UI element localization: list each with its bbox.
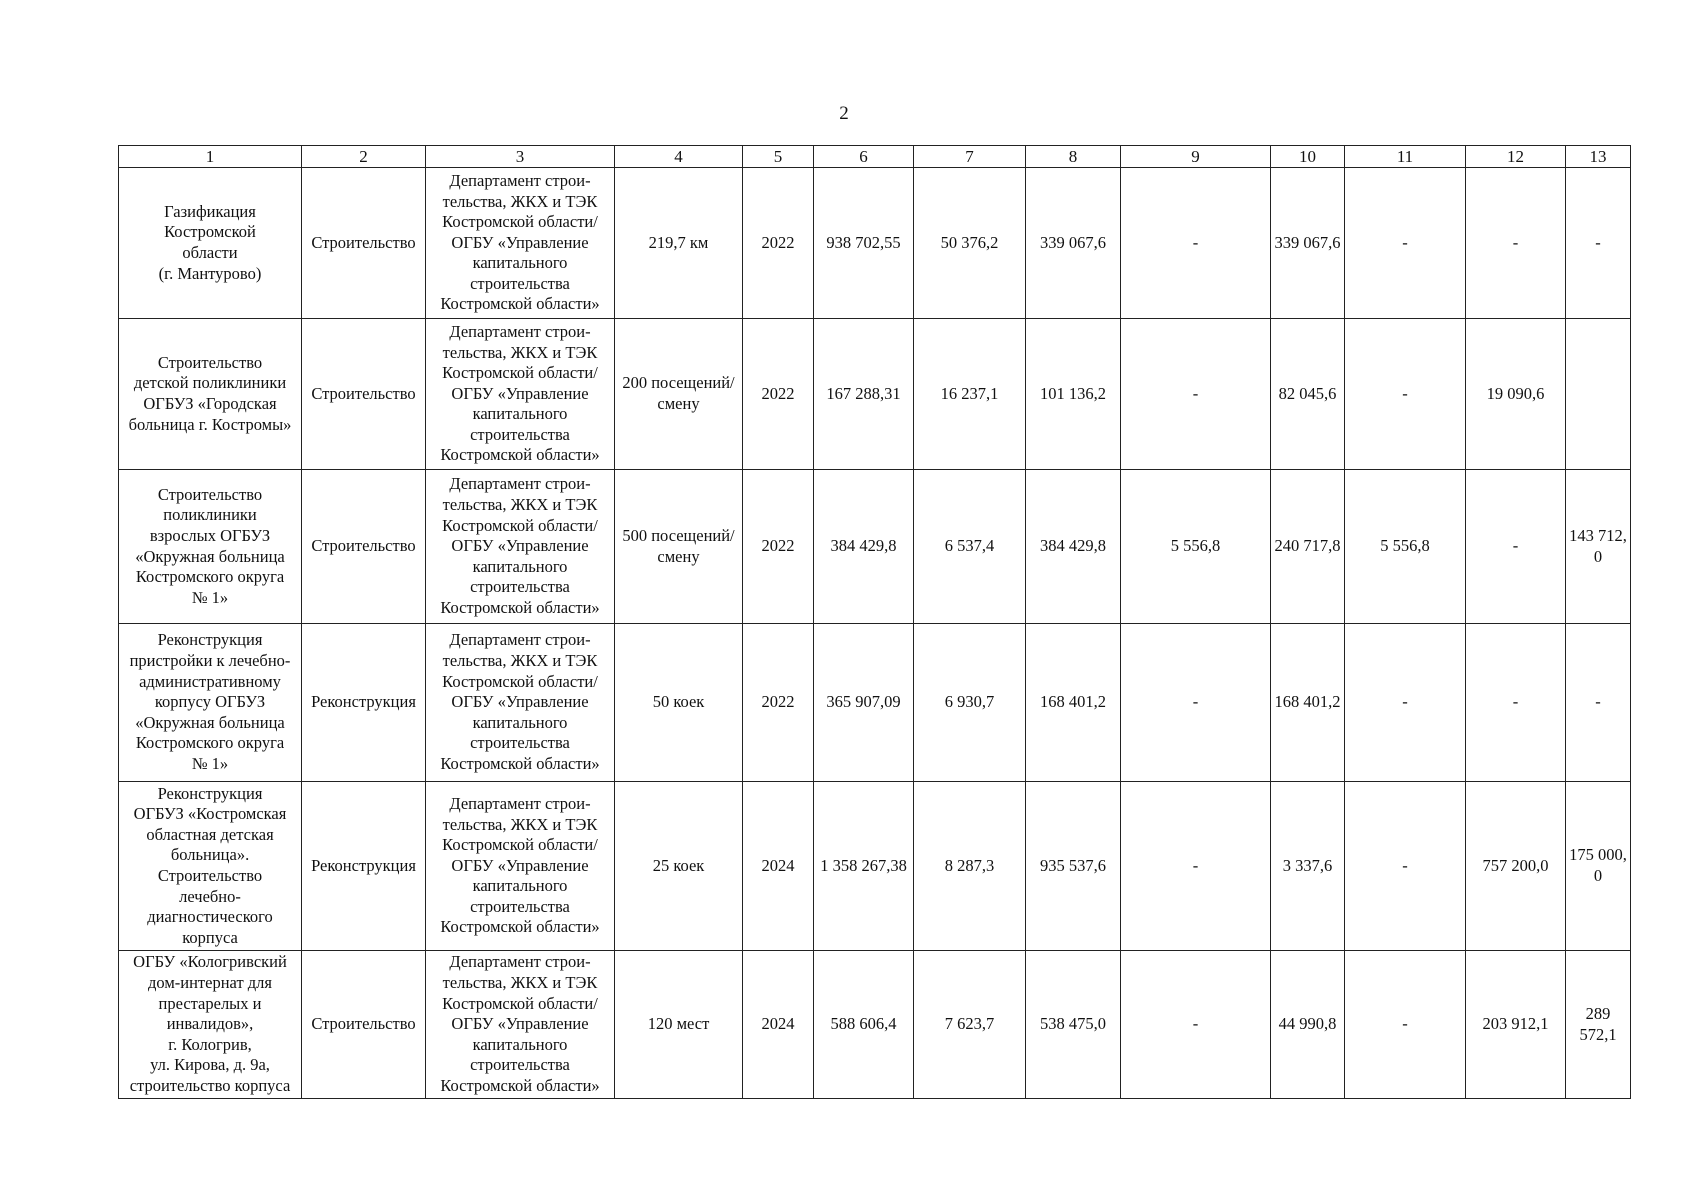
- value-cell: 339 067,6: [1026, 168, 1121, 319]
- value-cell: 588 606,4: [814, 951, 914, 1099]
- value-cell: 167 288,31: [814, 319, 914, 470]
- object-name-cell: Строительство поликлиники взрослых ОГБУЗ «Окружная больница Костромского округа № 1»: [119, 470, 302, 624]
- column-number: 6: [814, 146, 914, 168]
- value-cell: 289 572,1: [1566, 951, 1631, 1099]
- value-cell: -: [1466, 470, 1566, 624]
- column-number: 11: [1345, 146, 1466, 168]
- value-cell: 203 912,1: [1466, 951, 1566, 1099]
- table-row: [119, 319, 1631, 470]
- value-cell: 5 556,8: [1345, 470, 1466, 624]
- column-number: 2: [302, 146, 426, 168]
- customer-cell: Департамент строи- тельства, ЖКХ и ТЭК Костромской области/ ОГБУ «Управление капитального строительства Костромской области»: [426, 168, 615, 319]
- value-cell: 16 237,1: [914, 319, 1026, 470]
- value-cell: 101 136,2: [1026, 319, 1121, 470]
- capacity-cell: 25 коек: [615, 782, 743, 951]
- object-name-cell: Реконструкция пристройки к лечебно- административному корпусу ОГБУЗ «Окружная больница Костромского округа № 1»: [119, 624, 302, 782]
- year-cell: 2024: [743, 951, 814, 1099]
- value-cell: -: [1121, 782, 1271, 951]
- column-number: 13: [1566, 146, 1631, 168]
- value-cell: 384 429,8: [814, 470, 914, 624]
- work-type-cell: Строительство: [302, 168, 426, 319]
- object-name-cell: Реконструкция ОГБУЗ «Костромская областная детская больница». Строительство лечебно- диагностического корпуса: [119, 782, 302, 951]
- value-cell: 538 475,0: [1026, 951, 1121, 1099]
- capacity-cell: 120 мест: [615, 951, 743, 1099]
- value-cell: -: [1121, 168, 1271, 319]
- table-row: [119, 782, 1631, 951]
- value-cell: 240 717,8: [1271, 470, 1345, 624]
- value-cell: 339 067,6: [1271, 168, 1345, 319]
- column-number: 5: [743, 146, 814, 168]
- table-row: [119, 951, 1631, 1099]
- value-cell: -: [1345, 951, 1466, 1099]
- work-type-cell: Реконструкция: [302, 624, 426, 782]
- customer-cell: Департамент строи- тельства, ЖКХ и ТЭК Костромской области/ ОГБУ «Управление капитального строительства Костромской области»: [426, 782, 615, 951]
- customer-cell: Департамент строи- тельства, ЖКХ и ТЭК Костромской области/ ОГБУ «Управление капитального строительства Костромской области»: [426, 319, 615, 470]
- investment-objects-table: [118, 145, 1631, 1099]
- page-number: 2: [839, 103, 849, 124]
- capacity-cell: 219,7 км: [615, 168, 743, 319]
- capacity-cell: 500 посещений/ смену: [615, 470, 743, 624]
- year-cell: 2022: [743, 319, 814, 470]
- year-cell: 2024: [743, 782, 814, 951]
- value-cell: -: [1566, 624, 1631, 782]
- value-cell: 82 045,6: [1271, 319, 1345, 470]
- value-cell: -: [1345, 319, 1466, 470]
- value-cell: -: [1345, 168, 1466, 319]
- value-cell: 8 287,3: [914, 782, 1026, 951]
- value-cell: 757 200,0: [1466, 782, 1566, 951]
- table-row: [119, 470, 1631, 624]
- value-cell: -: [1345, 782, 1466, 951]
- table-row: [119, 624, 1631, 782]
- value-cell: [1566, 319, 1631, 470]
- value-cell: 935 537,6: [1026, 782, 1121, 951]
- value-cell: 365 907,09: [814, 624, 914, 782]
- column-number: 12: [1466, 146, 1566, 168]
- column-number: 4: [615, 146, 743, 168]
- value-cell: -: [1121, 951, 1271, 1099]
- value-cell: -: [1566, 168, 1631, 319]
- value-cell: 143 712, 0: [1566, 470, 1631, 624]
- column-number: 10: [1271, 146, 1345, 168]
- value-cell: 3 337,6: [1271, 782, 1345, 951]
- value-cell: -: [1345, 624, 1466, 782]
- value-cell: -: [1121, 624, 1271, 782]
- value-cell: 175 000, 0: [1566, 782, 1631, 951]
- value-cell: -: [1466, 624, 1566, 782]
- year-cell: 2022: [743, 168, 814, 319]
- object-name-cell: Строительство детской поликлиники ОГБУЗ «Городская больница г. Костромы»: [119, 319, 302, 470]
- column-number: 9: [1121, 146, 1271, 168]
- work-type-cell: Строительство: [302, 951, 426, 1099]
- value-cell: 1 358 267,38: [814, 782, 914, 951]
- value-cell: 6 537,4: [914, 470, 1026, 624]
- value-cell: -: [1121, 319, 1271, 470]
- customer-cell: Департамент строи- тельства, ЖКХ и ТЭК Костромской области/ ОГБУ «Управление капитального строительства Костромской области»: [426, 470, 615, 624]
- value-cell: 168 401,2: [1271, 624, 1345, 782]
- object-name-cell: Газификация Костромской области (г. Мантурово): [119, 168, 302, 319]
- column-number-row: [119, 146, 1631, 168]
- value-cell: 384 429,8: [1026, 470, 1121, 624]
- year-cell: 2022: [743, 624, 814, 782]
- customer-cell: Департамент строи- тельства, ЖКХ и ТЭК Костромской области/ ОГБУ «Управление капитального строительства Костромской области»: [426, 951, 615, 1099]
- object-name-cell: ОГБУ «Кологривский дом-интернат для престарелых и инвалидов», г. Кологрив, ул. Кирова, д. 9а, строительство корпуса: [119, 951, 302, 1099]
- column-number: 1: [119, 146, 302, 168]
- value-cell: 7 623,7: [914, 951, 1026, 1099]
- value-cell: -: [1466, 168, 1566, 319]
- value-cell: 44 990,8: [1271, 951, 1345, 1099]
- work-type-cell: Реконструкция: [302, 782, 426, 951]
- value-cell: 938 702,55: [814, 168, 914, 319]
- column-number: 7: [914, 146, 1026, 168]
- column-number: 3: [426, 146, 615, 168]
- capacity-cell: 200 посещений/ смену: [615, 319, 743, 470]
- work-type-cell: Строительство: [302, 319, 426, 470]
- value-cell: 168 401,2: [1026, 624, 1121, 782]
- value-cell: 50 376,2: [914, 168, 1026, 319]
- year-cell: 2022: [743, 470, 814, 624]
- value-cell: 6 930,7: [914, 624, 1026, 782]
- column-number: 8: [1026, 146, 1121, 168]
- capacity-cell: 50 коек: [615, 624, 743, 782]
- value-cell: 5 556,8: [1121, 470, 1271, 624]
- value-cell: 19 090,6: [1466, 319, 1566, 470]
- customer-cell: Департамент строи- тельства, ЖКХ и ТЭК Костромской области/ ОГБУ «Управление капитального строительства Костромской области»: [426, 624, 615, 782]
- table-row: [119, 168, 1631, 319]
- work-type-cell: Строительство: [302, 470, 426, 624]
